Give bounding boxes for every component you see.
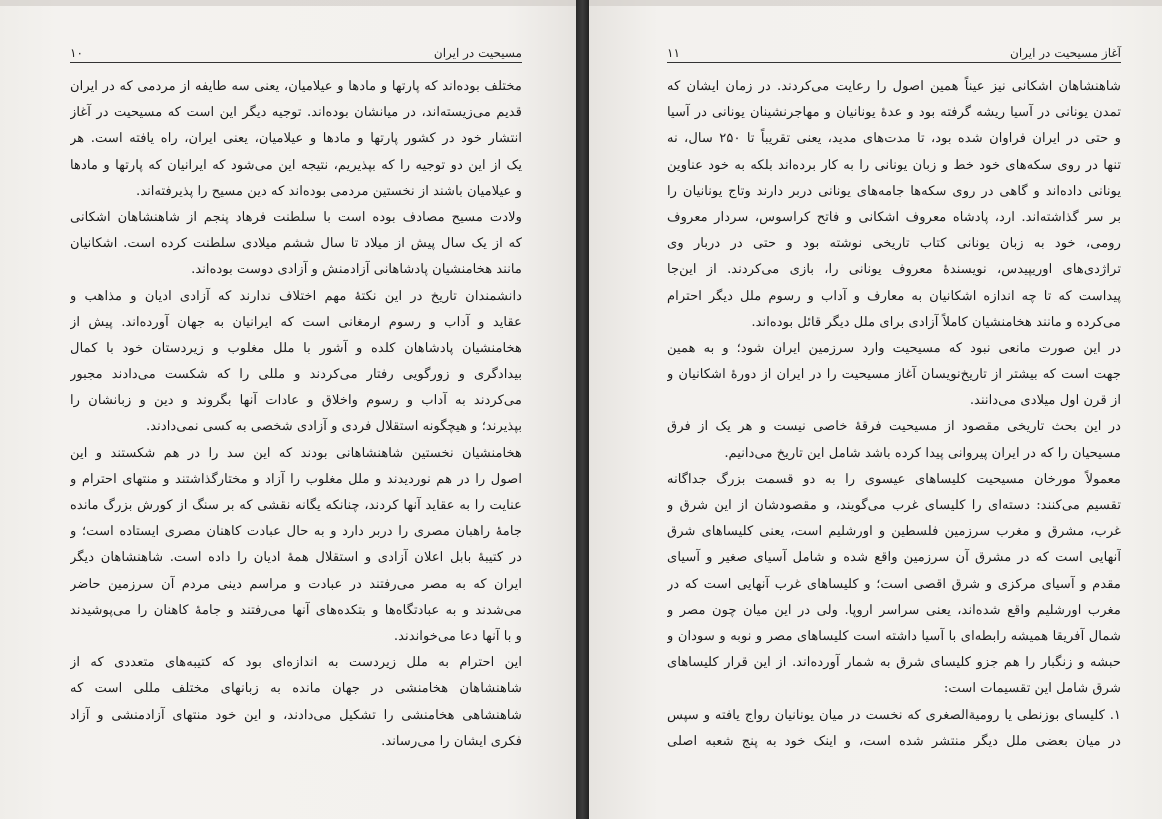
text-line: و حتی در ایران فراوان شده بود، تا مدت‌های مدید، یعنی تقریباً تا ۲۵۰ سال، نه [667, 131, 1121, 147]
text-line: عنایت را به عقاید آنها کردند، چنانکه یگانه نقشی که بر سنگ از کورش بزرگ مانده [70, 498, 522, 513]
text-line: و عیلامیان باشند از نخستین مردمی بوده‌اند که دین مسیح را پذیرفته‌اند. [136, 183, 522, 199]
text-line: مقدم و آسیای مرکزی و شرق اقصی است؛ و کلیساهای غرب آنهایی است که در [667, 576, 1121, 592]
right-running-title: آغاز مسیحیت در ایران [1010, 46, 1121, 60]
right-body-text [667, 74, 1121, 755]
text-line: در کتیبهٔ بابل اعلان آزادی و استقلال همهٔ ادیان را داده است. شاهنشاهان دیگر [70, 550, 522, 566]
text-line: ایران که به مصر می‌رفتند در عبادت و مراسم دینی مردم آن سرزمین حاضر [70, 576, 522, 592]
text-line: در این بحث تاریخی مقصود از مسیحیت فرقهٔ خاصی نیست و هر یک از فرق [667, 419, 1121, 435]
left-page [0, 0, 576, 819]
text-line: تقسیم می‌کنند: دسته‌ای را کلیسای غرب می‌گویند، و مقصودشان از این شرق و [667, 498, 1121, 513]
text-line: شرق شامل این تقسیمات است: [943, 681, 1121, 697]
text-line: رومی، خود به زبان یونانی کتاب تاریخی نوشته بود و حتی در دربار وی [667, 236, 1121, 252]
top-edge-left [0, 0, 576, 6]
text-line: شاهنشاهان اشکانی نیز عیناً همین اصول را رعایت می‌کردند. در زمان ایشان که [667, 79, 1121, 94]
right-page-number: ۱۱ [667, 46, 680, 60]
text-line: مختلف بوده‌اند که پارتها و مادها و عیلامیان، یعنی سه طایفه از مردمی که در ایران [70, 79, 522, 94]
text-line: هخامنشیان پادشاهان کلده و آشور با ملل مغلوب و زیردستان خود با کمال [70, 340, 522, 356]
text-line: جامهٔ راهبان مصری را دربر دارد و به حال عبادت کاهنان مصری ایستاده است؛ و [70, 524, 522, 540]
text-line: حبشه و زنگبار را هم جزو کلیسای شرق به شمار آورده‌اند. از این قرار کلیساهای [667, 655, 1121, 671]
text-line: غرب، مشرق و مغرب سرزمین فلسطین و اورشلیم است، یعنی کلیساهای شرق [667, 524, 1121, 540]
left-page-number: ۱۰ [70, 46, 83, 60]
text-line: عقاید و آداب و رسوم ارمغانی است که ایرانیان به جهان آورده‌اند. پیش از [70, 314, 522, 330]
text-line: آنهایی است که در مشرق آن سرزمین واقع شده و شامل آسیای صغیر و آسیای [667, 550, 1121, 566]
text-line: ولادت مسیح مصادف بوده است با سلطنت فرهاد پنجم از شاهنشاهان اشکانی [70, 209, 522, 225]
text-line: معمولاً مورخان مسیحیت کلیساهای عیسوی را به دو قسمت بزرگ جداگانه [667, 471, 1121, 487]
text-line: شاهنشاهان هخامنشی در جهان مانده به زبانهای مختلف مللی است که [70, 681, 522, 697]
left-body-text [70, 74, 522, 755]
book-gutter [576, 0, 589, 819]
text-line: مغرب اورشلیم واقع شده‌اند، یعنی سراسر اروپا. ولی در این میان چون مصر و [667, 602, 1121, 618]
text-line: شاهنشاهی هخامنشی را تشکیل می‌دادند، و این خود منتهای آزادمنشی و آزاد [70, 707, 522, 723]
text-line: می‌شدند و به عبادتگاه‌ها و بتکده‌های آنها می‌رفتند و جامهٔ کاهنان را می‌پوشیدند [70, 602, 522, 618]
left-page-header [70, 40, 522, 63]
text-line: یک از این دو توجیه را که بپذیریم، نتیجه این می‌شود که ایرانیان که پارتها و مادها [70, 157, 522, 173]
text-line: پیداست که تا چه اندازه اشکانیان به معارف و آداب و رسوم ملل دیگر احترام [667, 288, 1121, 304]
text-line: در میان بعضی ملل دیگر منتشر شده است، و اینک خود به پنج شعبه اصلی [667, 733, 1121, 749]
text-line: فکری ایشان را می‌رساند. [381, 733, 522, 749]
text-line: انتشار خود در کشور پارتها و مادها و عیلامیان، یعنی ایران، راه یافته است. هر [70, 131, 522, 147]
text-line: قدیم می‌زیسته‌اند، در میانشان بوده‌اند. توجیه دیگر این است که مسیحیت در آغاز [70, 105, 522, 121]
top-edge-right [589, 0, 1162, 6]
text-line: و با آنها دعا می‌خواندند. [393, 628, 522, 644]
text-line: یونانی داده‌اند و گاهی در روی سکه‌ها جامه‌های یونانی دربر دارند وتاج یونانیان را [667, 183, 1121, 199]
right-page-header [667, 40, 1121, 63]
text-line: می‌کرده و مانند هخامنشیان کاملاً آزادی برای ملل دیگر قائل بوده‌اند. [751, 314, 1121, 330]
text-line: این احترام به ملل زیردست به اندازه‌ای بود که کتیبه‌های متعددی که از [70, 655, 522, 671]
text-line: ۱. کلیسای بوزنطی یا رومیةالصغری که نخست در میان یونانیان رواج یافته و سپس [667, 707, 1121, 723]
text-line: در این صورت مانعی نبود که مسیحیت وارد سرزمین ایران شود؛ و به همین [667, 340, 1121, 356]
text-line: بر سر گذاشته‌اند. ارد، پادشاه معروف اشکانی و فاتح کراسوس، سردار معروف [667, 209, 1121, 225]
text-line: تنها در روی سکه‌های خود خط و زبان یونانی را به کار برده‌اند بلکه به خود عناوین [667, 157, 1121, 173]
text-line: تراژدی‌های اوریپیدس، نویسندهٔ معروف یونانی را، بازی می‌کردند. از این‌جا [667, 262, 1121, 278]
text-line: بپذیرند؛ و هیچگونه استقلال فردی و آزادی شخصی به کسی نمی‌دادند. [146, 419, 522, 435]
text-line: اصول را در هم نوردیدند و ملل مغلوب را آزاد و مختارگذاشتند و منتهای احترام و [70, 471, 522, 487]
text-line: که از یک سال پیش از میلاد تا سال ششم میلادی سلطنت کرده است. اشکانیان [70, 236, 522, 252]
text-line: از قرن اول میلادی می‌دانند. [969, 393, 1121, 409]
text-line: می‌کردند به آداب و رسوم واخلاق و عادات آنها بگروند و دین و زبانشان را [70, 393, 522, 409]
text-line: مانند هخامنشیان پادشاهانی آزادمنش و آزادی دوست بوده‌اند. [191, 262, 522, 278]
text-line: جهت است که بیشتر از تاریخ‌نویسان آغاز مسیحیت را در ایران از دورهٔ اشکانیان و [667, 367, 1121, 383]
text-line: دانشمندان تاریخ در این نکتهٔ مهم اختلاف ندارند که آزادی ادیان و مذاهب و [70, 288, 522, 304]
text-line: شمال آفریقا همیشه رابطه‌ای با آسیا داشته است کلیساهای مصر و نوبه و سودان و [667, 628, 1121, 644]
text-line: تمدن یونانی در آسیا ریشه گرفته بود و عدهٔ یونانیان و مهاجرنشینان یونانی در آسیا [667, 105, 1121, 121]
text-line: هخامنشیان نخستین شاهنشاهانی بودند که این سد را در هم شکستند و این [70, 445, 522, 461]
text-line: بیدادگری و زورگویی رفتار می‌کردند و مللی را که شکست می‌دادند مجبور [70, 367, 522, 383]
right-page [589, 0, 1162, 819]
text-line: مسیحیان را که در ایران پیروانی پیدا کرده باشد شامل این تاریخ می‌دانیم. [724, 445, 1121, 461]
left-running-title: مسیحیت در ایران [433, 46, 522, 60]
